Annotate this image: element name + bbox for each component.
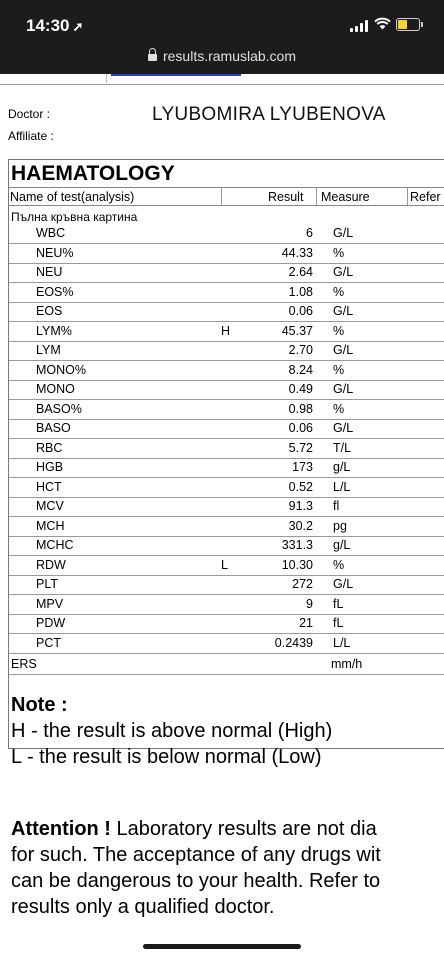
table-row xyxy=(9,283,444,303)
affiliate-label: Affiliate : xyxy=(8,129,54,143)
status-bar xyxy=(0,0,444,44)
test-unit: G/L xyxy=(333,265,354,279)
test-name: PLT xyxy=(36,577,58,591)
test-unit: T/L xyxy=(333,440,352,455)
test-unit: % xyxy=(333,284,345,299)
column-refer-header: Refer xyxy=(410,190,441,204)
table-row xyxy=(9,614,444,634)
address-bar[interactable] xyxy=(0,44,444,74)
page-tab-strip xyxy=(0,74,444,85)
test-unit: % xyxy=(333,362,345,377)
test-name: MCHC xyxy=(36,538,74,552)
test-name: RDW xyxy=(36,557,66,572)
test-result: 0.06 xyxy=(288,304,313,318)
page-tab-active[interactable] xyxy=(111,74,241,76)
column-name-header: Name of test(analysis) xyxy=(10,190,135,204)
test-name: PCT xyxy=(36,635,61,650)
test-name: ERS xyxy=(11,657,37,671)
test-unit: G/L xyxy=(333,226,354,240)
table-row xyxy=(9,458,444,478)
table-row xyxy=(9,575,444,595)
test-name: HGB xyxy=(36,460,64,474)
test-name: EOS% xyxy=(36,284,74,299)
table-row xyxy=(9,595,444,615)
test-result: 45.37 xyxy=(281,323,313,338)
test-name: WBC xyxy=(36,226,66,240)
test-name: LYM xyxy=(36,343,61,357)
table-row xyxy=(9,517,444,537)
test-unit: G/L xyxy=(333,382,354,396)
column-divider xyxy=(407,188,408,205)
test-name: MCV xyxy=(36,499,64,513)
attention-line: results only a qualified doctor. xyxy=(11,896,275,918)
test-unit: G/L xyxy=(333,304,354,318)
test-name: PDW xyxy=(36,616,66,630)
table-row xyxy=(9,419,444,439)
section-title: HAEMATOLOGY xyxy=(11,162,175,185)
column-divider xyxy=(316,188,317,205)
doctor-name: LYUBOMIRA LYUBENOVA xyxy=(152,104,386,125)
table-row xyxy=(9,224,444,244)
url-text: results.ramuslab.com xyxy=(162,48,297,64)
test-result: 2.64 xyxy=(288,265,313,279)
wifi-icon xyxy=(374,17,391,30)
test-name: MCH xyxy=(36,518,65,533)
test-result: 6 xyxy=(306,226,313,240)
lock-icon xyxy=(148,54,157,61)
web-page xyxy=(0,74,444,961)
test-name: MONO xyxy=(36,382,75,396)
divider xyxy=(8,187,444,188)
table-row xyxy=(9,341,444,361)
test-result: 21 xyxy=(299,616,313,630)
test-name: BASO xyxy=(36,421,71,435)
attention-line xyxy=(11,818,377,841)
cellular-signal-icon xyxy=(350,20,370,32)
note-line-high: H - the result is above normal (High) xyxy=(11,720,333,742)
attention-line: can be dangerous to your health. Refer to xyxy=(11,870,381,892)
test-unit: % xyxy=(333,557,345,572)
test-unit: fL xyxy=(333,616,344,630)
test-name: EOS xyxy=(36,304,63,318)
table-row xyxy=(9,556,444,576)
test-name: BASO% xyxy=(36,401,82,416)
attention-title: Attention ! xyxy=(11,818,111,840)
test-result: 0.06 xyxy=(288,421,313,435)
test-name: MPV xyxy=(36,596,64,611)
table-row xyxy=(9,244,444,264)
table-row xyxy=(9,478,444,498)
test-result: 44.33 xyxy=(281,245,313,260)
test-name: LYM% xyxy=(36,323,72,338)
table-row xyxy=(9,302,444,322)
test-name: MONO% xyxy=(36,362,86,377)
test-name: HCT xyxy=(36,479,62,494)
test-unit: g/L xyxy=(333,460,351,474)
status-time xyxy=(26,16,83,36)
test-result: 0.49 xyxy=(288,382,313,396)
table-row-ers xyxy=(9,655,444,675)
table-row xyxy=(9,263,444,283)
test-result: 0.2439 xyxy=(274,635,313,650)
test-result: 8.24 xyxy=(288,362,313,377)
status-time-text: 14:30 xyxy=(26,16,70,35)
table-row xyxy=(9,400,444,420)
test-unit: mm/h xyxy=(331,657,363,671)
doctor-label: Doctor : xyxy=(8,107,51,121)
test-result: 5.72 xyxy=(288,440,313,455)
test-unit: % xyxy=(333,401,345,416)
test-flag: H xyxy=(221,323,231,338)
table-row xyxy=(9,536,444,556)
test-flag: L xyxy=(221,557,228,572)
test-unit: G/L xyxy=(333,421,354,435)
test-group-label: Пълна кръвна картина xyxy=(11,210,138,224)
table-row xyxy=(9,322,444,342)
test-result: 331.3 xyxy=(281,538,313,552)
test-result: 173 xyxy=(292,460,313,474)
attention-text: Laboratory results are not dia xyxy=(110,818,377,840)
test-unit: G/L xyxy=(333,577,354,591)
test-unit: L/L xyxy=(333,635,351,650)
test-result: 9 xyxy=(306,596,313,611)
test-result: 0.52 xyxy=(288,479,313,494)
battery-icon xyxy=(396,18,420,31)
test-unit: g/L xyxy=(333,538,351,552)
note-line-low: L - the result is below normal (Low) xyxy=(11,746,322,768)
attention-line: for such. The acceptance of any drugs wit xyxy=(11,844,381,866)
test-unit: pg xyxy=(333,518,347,533)
test-result: 10.30 xyxy=(281,557,313,572)
test-name: RBC xyxy=(36,440,63,455)
test-name: NEU% xyxy=(36,245,74,260)
test-name: NEU xyxy=(36,265,63,279)
column-divider xyxy=(221,188,222,205)
test-unit: % xyxy=(333,323,345,338)
test-result: 0.98 xyxy=(288,401,313,416)
test-result: 2.70 xyxy=(288,343,313,357)
table-row xyxy=(9,497,444,517)
test-unit: G/L xyxy=(333,343,354,357)
test-result: 91.3 xyxy=(288,499,313,513)
divider xyxy=(8,205,444,206)
test-result: 1.08 xyxy=(288,284,313,299)
test-unit: L/L xyxy=(333,479,351,494)
column-measure-header: Measure xyxy=(321,190,370,204)
table-row xyxy=(9,634,444,654)
page-tab[interactable] xyxy=(0,74,107,83)
test-unit: % xyxy=(333,245,345,260)
note-title: Note : xyxy=(11,694,68,716)
location-arrow-icon: ➚ xyxy=(72,19,84,34)
column-result-header: Result xyxy=(268,190,304,204)
test-result: 30.2 xyxy=(288,518,313,533)
test-unit: fL xyxy=(333,596,344,611)
home-indicator[interactable] xyxy=(143,944,301,949)
table-row xyxy=(9,439,444,459)
table-row xyxy=(9,380,444,400)
table-row xyxy=(9,361,444,381)
test-result: 272 xyxy=(292,577,313,591)
test-unit: fl xyxy=(333,499,340,513)
